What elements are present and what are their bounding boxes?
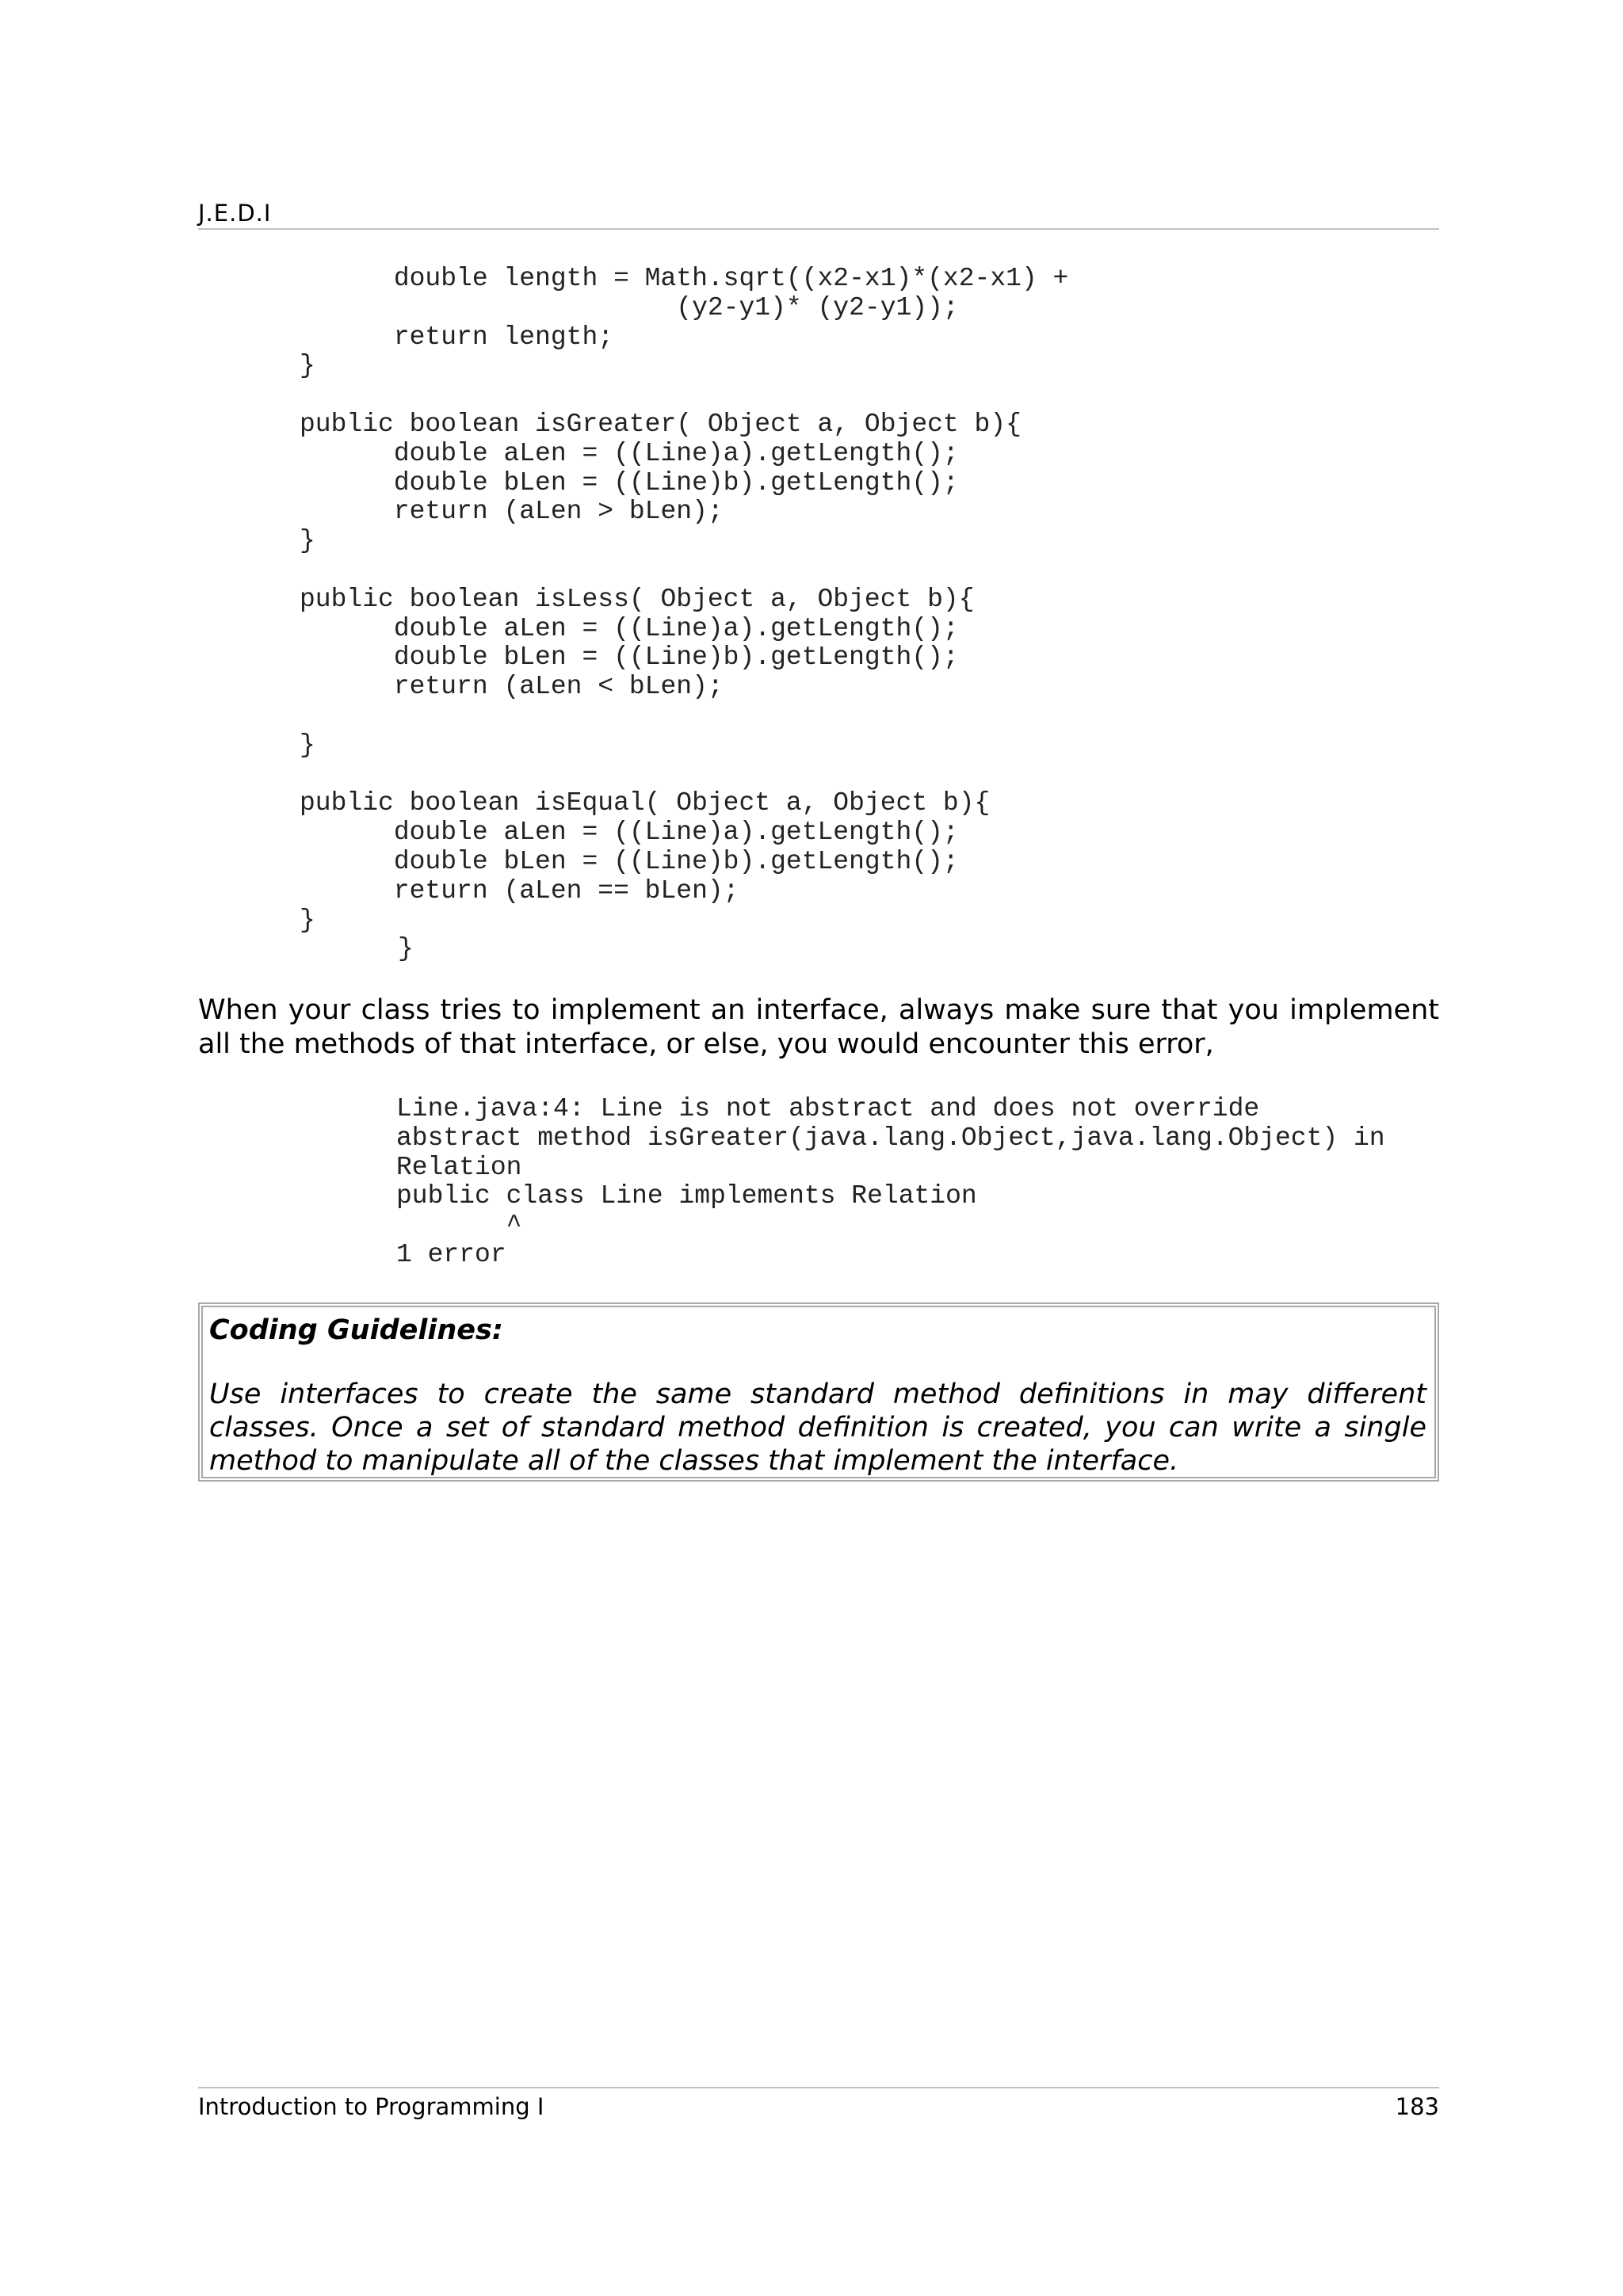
coding-guidelines-box: [198, 1302, 1439, 1482]
footer-page-number: 183: [1395, 2093, 1439, 2120]
compiler-error-output: Line.java:4: Line is not abstract and does not override abstract method isGreater(java.lang.Object,java.lang.Object) in Relation public class Line implements Relation ^ 1 error: [396, 1094, 1385, 1269]
footer-book-title: Introduction to Programming I: [198, 2093, 544, 2120]
coding-guidelines-body: Use interfaces to create the same standard method definitions in may different classes. Once a set of standard method definition is created, you can write a single method to manipulate all of the classes that implement the interface.: [209, 1379, 1426, 1477]
code-listing: [300, 265, 1068, 935]
code-listing-body: double length = Math.sqrt((x2-x1)*(x2-x1) + (y2-y1)* (y2-y1)); return length; } public boolean isGreater( Object a, Object b){ double aLen = ((Line)a).getLength(); double bLen = ((Line)b).getLength(); return (aLen > bLen); } public boolean isLess( Object a, Object b){ double aLen = ((Line)a).getLength(); double bLen = ((Line)b).getLength(); return (aLen < bLen); } public boolean isEqual( Object a, Object b){ double aLen = ((Line)a).getLength(); double bLen = ((Line)b).getLength(); return (aLen == bLen); }: [300, 264, 1069, 935]
header-title: J.E.D.I: [198, 200, 272, 227]
code-closing-brace: }: [398, 934, 414, 963]
body-paragraph: When your class tries to implement an interface, always make sure that you implement all the methods of that interface, or else, you would encounter this error,: [198, 994, 1439, 1060]
coding-guidelines-title: Coding Guidelines:: [209, 1314, 503, 1346]
coding-guidelines-inner: [201, 1306, 1436, 1478]
page-footer: [198, 2087, 1439, 2128]
page-header: [198, 195, 1439, 230]
